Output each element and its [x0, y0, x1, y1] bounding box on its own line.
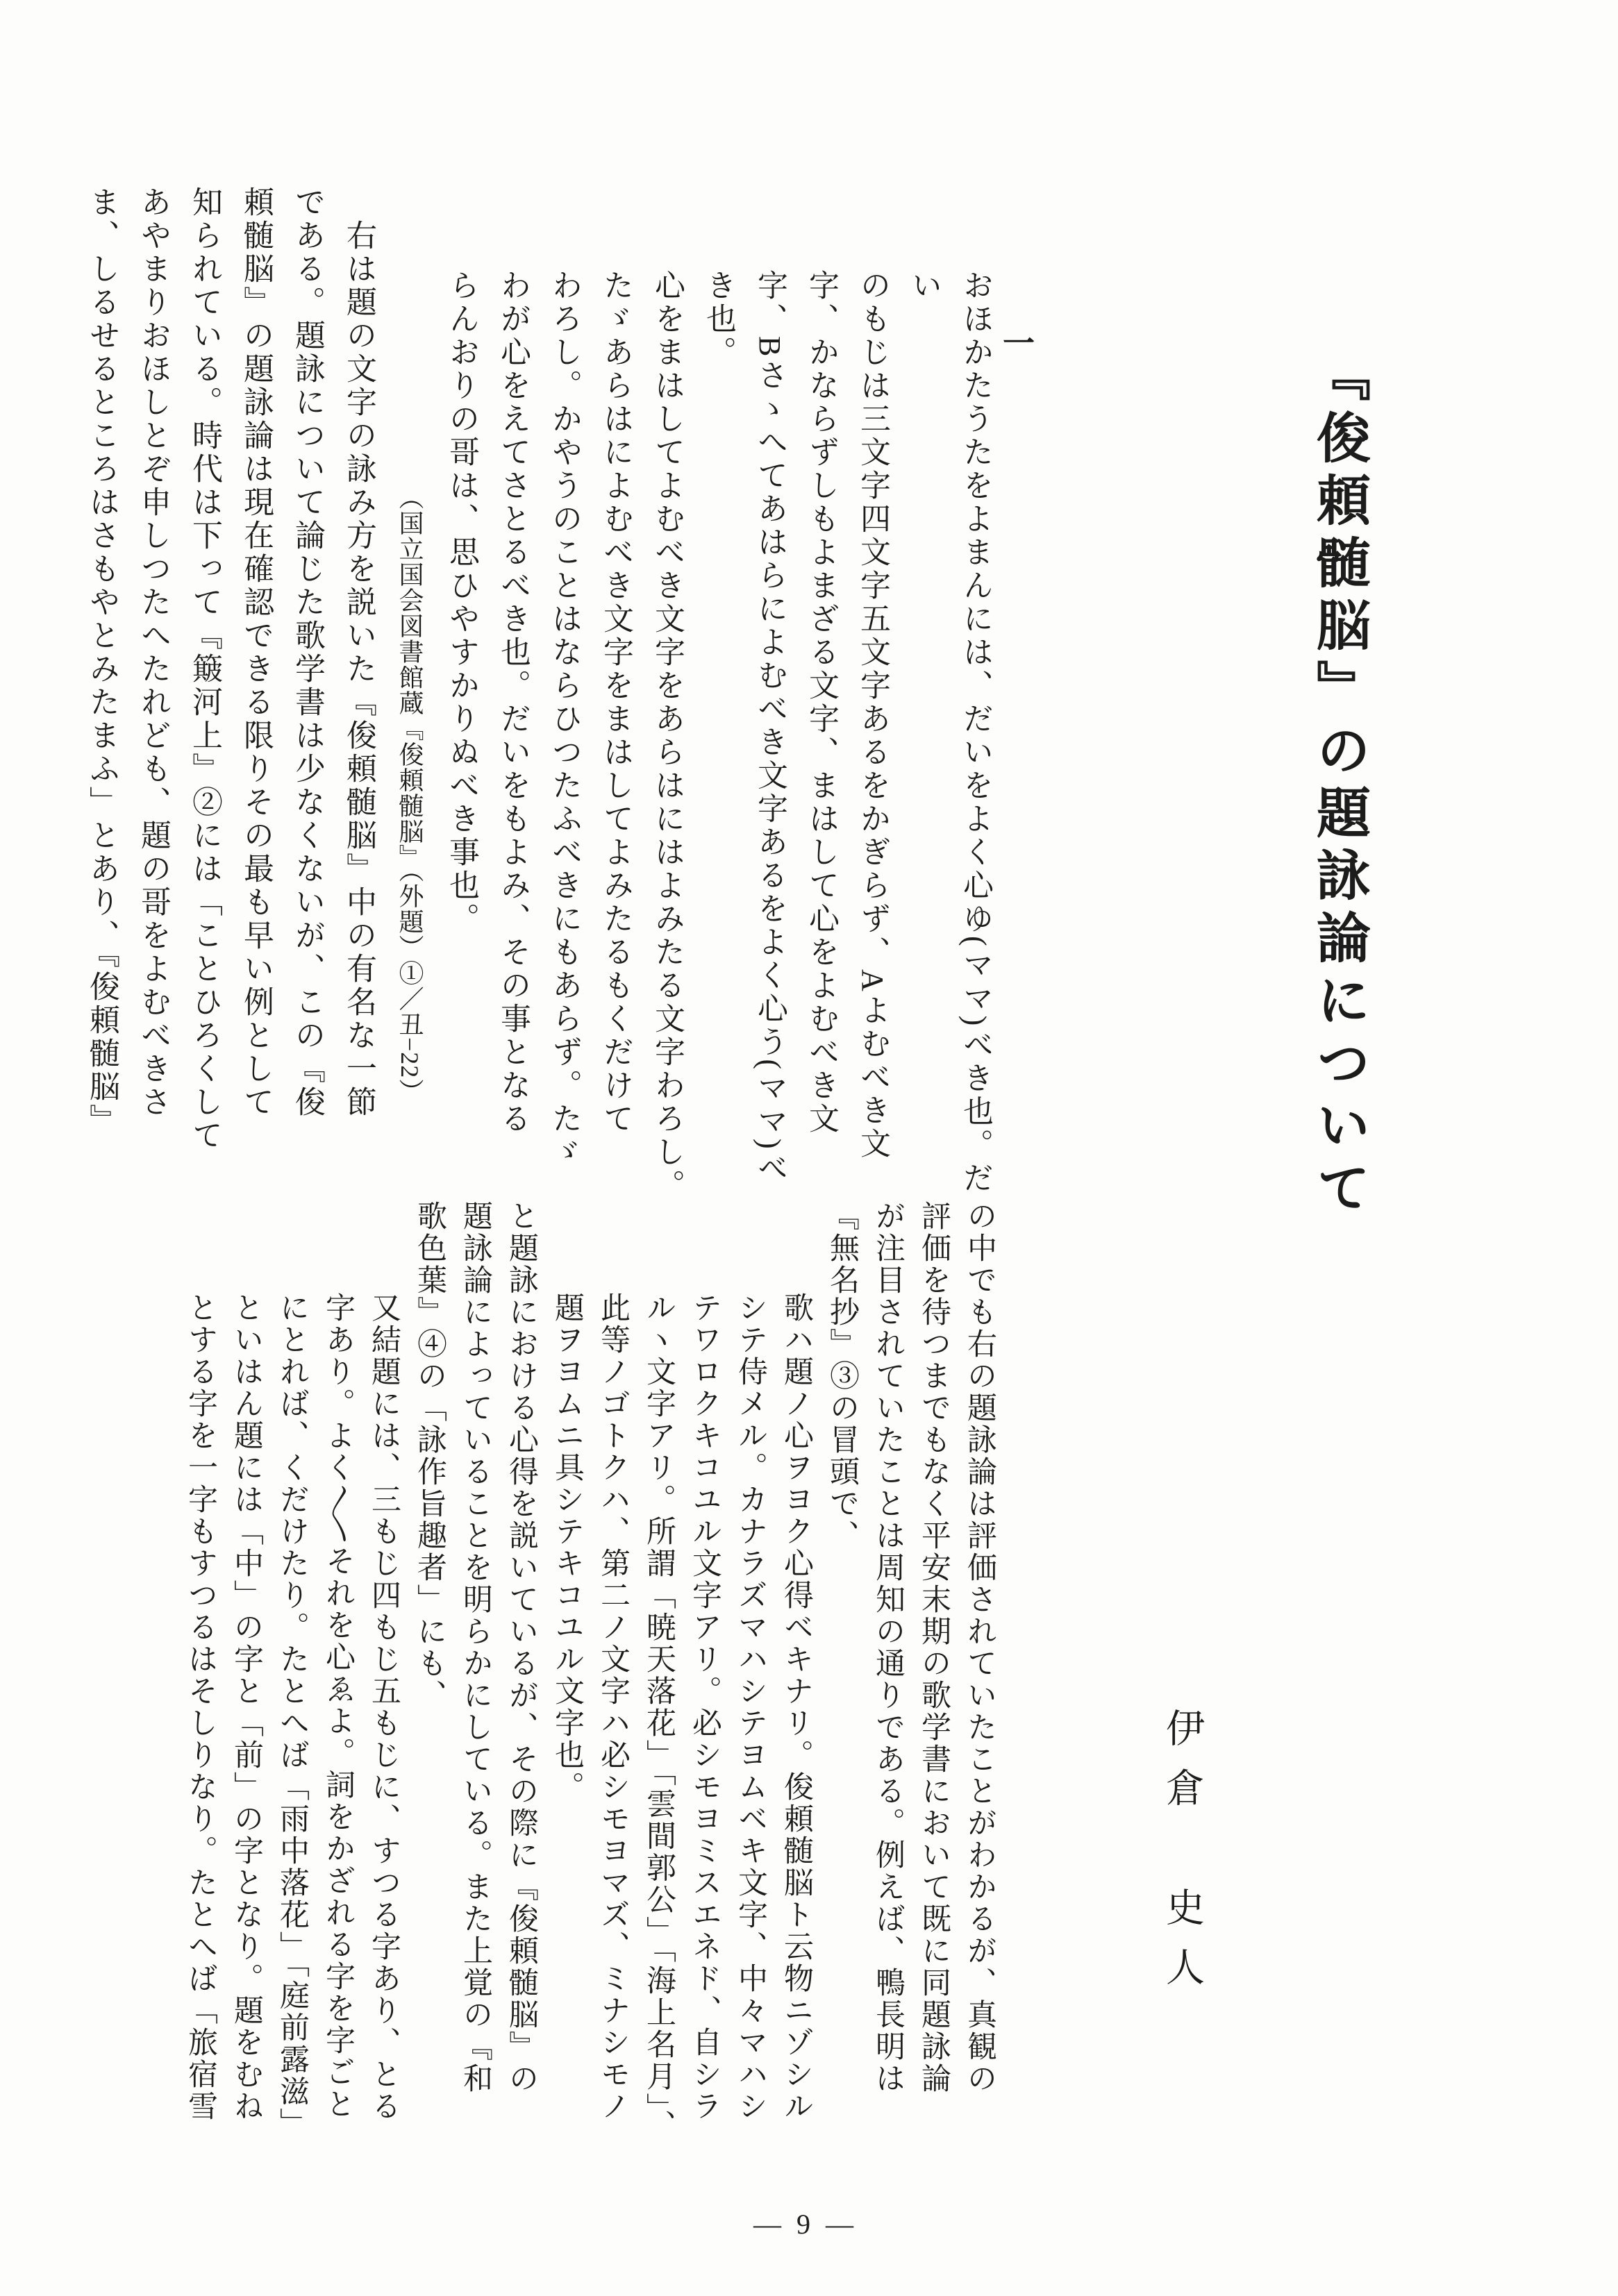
top-text-block	[85, 186, 1001, 1214]
page-number: — 9 —	[753, 2209, 858, 2240]
text-column: わが心をえてさとるべき也。だいをもよみ、その事となる	[496, 269, 530, 1136]
text-column: 歌ハ題ノ心ヲヨク心得ベキナリ。俊頼髄脳ト云物ニゾシル	[780, 1292, 812, 2122]
text-column: （国立国会図書館蔵『俊頼髄脳』（外題）①／丑−22）	[396, 485, 424, 1105]
text-column: あやまりおほしとぞ申しつたへたれども、題の哥をよむべきさ	[136, 186, 170, 1119]
text-column: のもじは三文字四文字五文字あるをかぎらず、Aよむべき文	[856, 269, 890, 1161]
author-name: 伊倉 史人	[1160, 1708, 1203, 2006]
text-column: 評価を待つまでもなく平安末期の歌学書において既に同題詠論	[917, 1200, 950, 2095]
text-column: といはん題には「中」の字と「前」の字となり。題をむね	[230, 1292, 262, 2122]
text-column: シテ侍メル。カナラズマハシテヨムベキ文字、中々マハシ	[734, 1292, 767, 2122]
text-column: 題ヲヨムニ具シテキコユル文字也。	[551, 1292, 583, 1803]
text-column: 字、Bさゝへてあはらによむべき文字あるをよく心う(ママ)べき也。	[701, 269, 787, 1185]
text-column: テワロクキコユル文字アリ。必シモヨミスエネド、自シラ	[688, 1292, 721, 2122]
text-column: 頼髄脳』の題詠論は現在確認できる限りその最も早い例として	[239, 186, 273, 1119]
text-column: にとれば、くだけたり。たとへば「雨中落花」「庭前露滋」	[276, 1292, 308, 2140]
text-column: の中でも右の題詠論は評価されていたことがわかるが、真観の	[963, 1200, 996, 2095]
text-column: らんおりの哥は、思ひやすかりぬべき事也。	[444, 269, 478, 936]
text-column: 題詠論によっていることを明らかにしている。また上覚の『和	[459, 1200, 492, 2095]
text-column: ルヽ文字アリ。所謂「暁天落花」「雲間郭公」「海上名月」、	[642, 1292, 675, 2142]
text-column: わろし。かやうのことはならひつたふべきにもあらず。たゞ	[547, 269, 581, 1169]
text-column: 歌色葉』④の「詠作旨趣者」にも、	[413, 1200, 446, 1711]
text-column: 『無名抄』③の冒頭で、	[826, 1200, 858, 1552]
text-column: 心をまはしてよむべき文字をあらはにはよみたる文字わろし。	[650, 269, 684, 1203]
text-column: とする字を一字もすつるはそしりなり。たとへば「旅宿雪	[184, 1292, 217, 2122]
text-column: である。題詠について論じた歌学書は少なくないが、この『俊	[290, 186, 324, 1119]
text-column: ま、しるせるところはさもやとみたまふ」とあり、『俊頼髄脳』	[85, 186, 119, 1137]
text-column: 右は題の文字の詠み方を説いた『俊頼髄脳』中の有名な一節	[342, 186, 376, 1119]
text-column: 又結題には、三もじ四もじ五もじに、すつる字あり、とる	[367, 1292, 400, 2122]
text-column: と題詠における心得を説いているが、その際に『俊頼髄脳』の	[505, 1200, 537, 2095]
text-column: 字、かならずしもよまざる文字、まはして心をよむべき文	[804, 269, 838, 1136]
text-column: が注目されていたことは周知の通りである。例えば、鴨長明は	[871, 1200, 904, 2095]
section-number-marker: 一	[999, 326, 1034, 358]
paper-title: 『俊頼髄脳』の題詠論について	[1309, 347, 1369, 1222]
text-column: 知られている。時代は下って『簸河上』②には「ことひろくして	[187, 186, 222, 1153]
text-column: たゞあらはによむべき文字をまはしてよみたるもくだけて	[599, 269, 633, 1136]
bottom-text-block	[165, 1200, 1002, 2228]
text-column: 此等ノゴトクハ、第二ノ文字ハ必シモヨマズ、ミナシモノ	[597, 1292, 629, 2122]
text-column: 字あり。よく〳〵それを心ゑよ。詞をかざれる字を字ごと	[322, 1292, 354, 2120]
text-column: おほかたうたをよまんには、だいをよく心ゆ(ママ)べき也。だい	[907, 269, 992, 1196]
